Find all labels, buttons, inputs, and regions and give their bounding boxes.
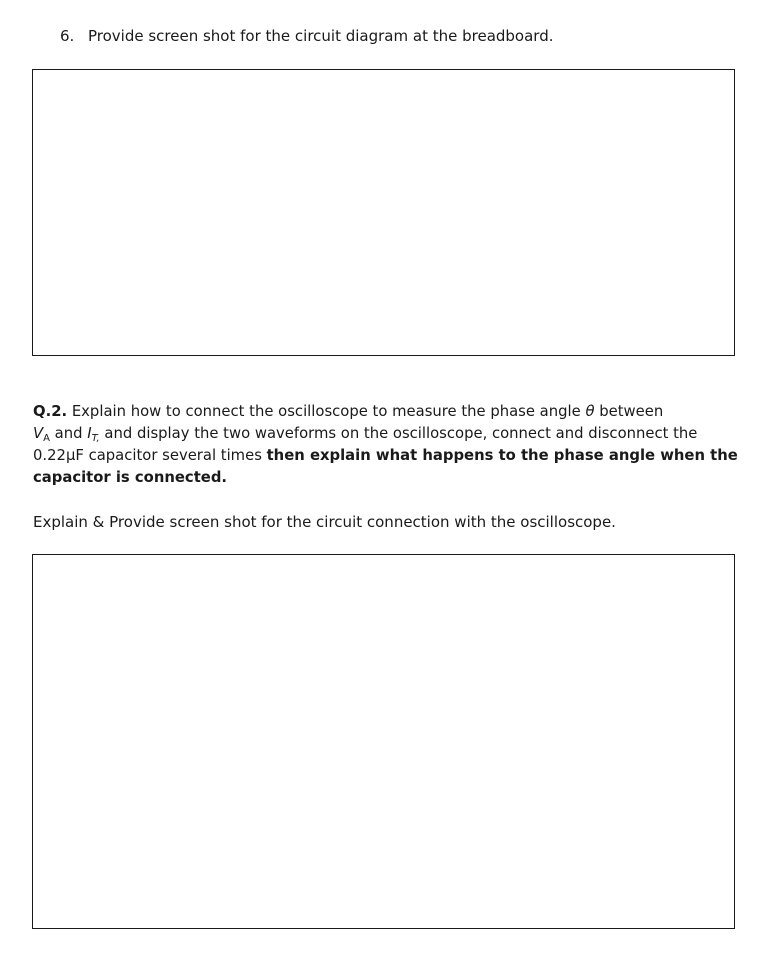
question-6-text: Provide screen shot for the circuit diagram at the breadboard.: [88, 27, 554, 45]
current-symbol: I: [87, 425, 92, 442]
voltage-symbol: V: [33, 425, 44, 442]
question-2-label: Q.2.: [33, 403, 68, 420]
oscilloscope-answer-box[interactable]: [32, 554, 735, 929]
current-subscript: T,: [91, 433, 100, 444]
explain-instruction: Explain & Provide screen shot for the circuit connection with the oscilloscope.: [33, 513, 616, 531]
question-6: [60, 26, 554, 46]
question-6-number: 6.: [60, 27, 75, 45]
question-2-text-part4: and display the two waveforms on the oscilloscope, connect and disconnect the 0.22μF capacitor several times: [33, 425, 698, 464]
circuit-diagram-answer-box[interactable]: [32, 69, 735, 356]
question-2: [33, 401, 748, 489]
question-2-text-part2: between: [594, 403, 664, 420]
theta-symbol: θ: [585, 403, 595, 420]
question-2-text-part3: and: [49, 425, 88, 442]
voltage-subscript: A: [43, 433, 50, 444]
question-2-text-part1: Explain how to connect the oscilloscope to measure the phase angle: [67, 403, 586, 420]
question-2-bold-text: then explain what happens to the phase angle when the capacitor is connected.: [33, 447, 738, 486]
